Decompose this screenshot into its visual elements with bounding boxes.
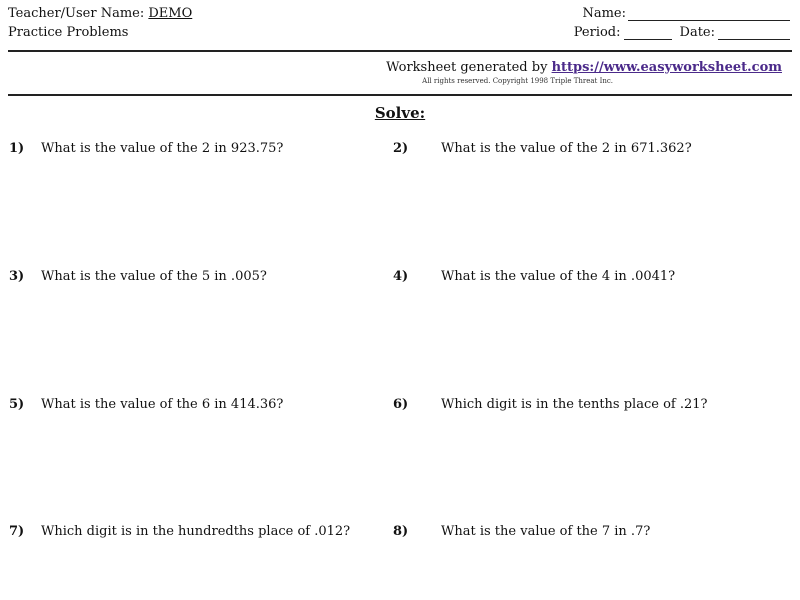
header-divider [8, 50, 792, 52]
teacher-label: Teacher/User Name: [8, 6, 149, 21]
copyright-text: All rights reserved. Copyright 1998 Triple Threat Inc. [422, 77, 613, 85]
problem-item [9, 141, 283, 156]
problem-number: 4) [393, 269, 409, 284]
problem-text: What is the value of the 7 in .7? [441, 524, 651, 539]
problem-number: 2) [393, 141, 409, 156]
worksheet-subtitle: Practice Problems [8, 25, 129, 40]
problem-item [9, 269, 267, 284]
teacher-line [8, 6, 192, 21]
problem-number: 8) [393, 524, 409, 539]
problem-item [393, 524, 650, 539]
problem-number: 6) [393, 397, 409, 412]
problem-item [393, 397, 707, 412]
period-date-row [574, 25, 790, 40]
credit-prefix: Worksheet generated by [386, 60, 552, 75]
problem-item [393, 141, 692, 156]
problem-number: 7) [9, 524, 25, 539]
date-blank [718, 25, 790, 40]
problem-text: What is the value of the 6 in 414.36? [41, 397, 284, 412]
problem-text: Which digit is in the hundredths place of .012? [41, 524, 351, 539]
date-label: Date: [679, 25, 715, 40]
period-blank [624, 25, 672, 40]
problem-item [393, 269, 675, 284]
website-link[interactable]: https://www.easyworksheet.com [551, 60, 782, 75]
name-field-row [582, 6, 790, 21]
credit-line [386, 60, 782, 75]
problem-number: 1) [9, 141, 25, 156]
problem-text: What is the value of the 5 in .005? [41, 269, 267, 284]
problem-text: Which digit is in the tenths place of .21? [441, 397, 708, 412]
section-title: Solve: [374, 104, 426, 122]
teacher-name: DEMO [148, 6, 193, 21]
name-label: Name: [582, 6, 626, 21]
section-divider [8, 94, 792, 96]
problem-text: What is the value of the 2 in 923.75? [41, 141, 284, 156]
problem-item [9, 524, 350, 539]
problem-text: What is the value of the 2 in 671.362? [441, 141, 692, 156]
problem-item [9, 397, 283, 412]
period-label: Period: [573, 25, 621, 40]
problem-number: 3) [9, 269, 25, 284]
name-blank [628, 6, 790, 21]
problem-text: What is the value of the 4 in .0041? [441, 269, 676, 284]
problem-number: 5) [9, 397, 25, 412]
